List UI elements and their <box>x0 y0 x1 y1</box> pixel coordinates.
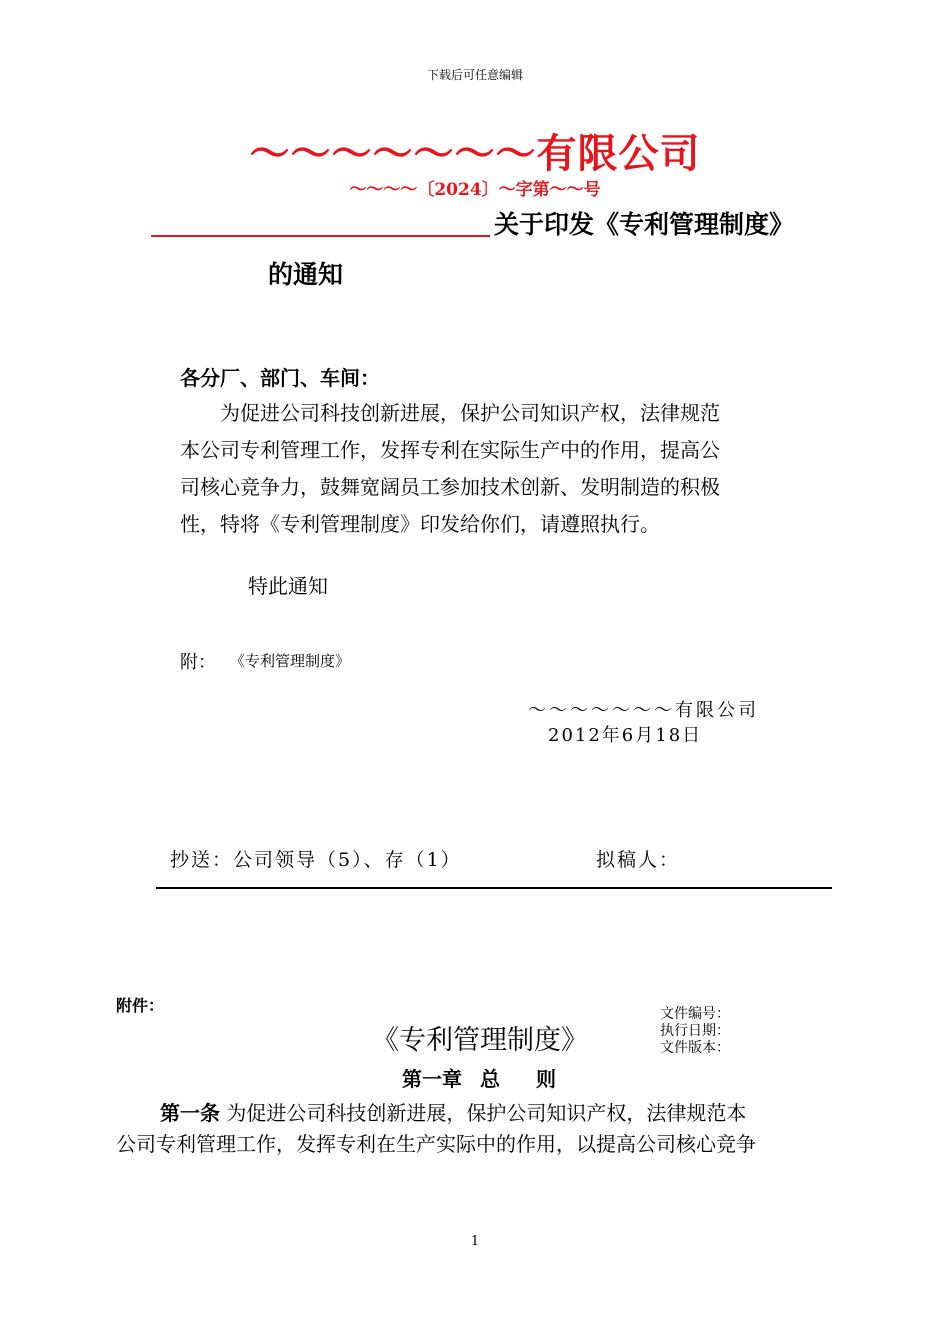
chapter-title <box>402 1063 556 1092</box>
drafter-label: 拟稿人： <box>596 849 681 871</box>
article-label: 第一条 <box>160 1101 220 1125</box>
red-divider-line <box>151 235 490 237</box>
closing-remark: 特此通知 <box>248 574 328 598</box>
body-paragraph-line: 为促进公司科技创新进展，保护公司知识产权，法律规范 <box>180 401 720 425</box>
chapter-word: 则 <box>536 1067 556 1091</box>
attachment-heading: 附件： <box>116 996 165 1015</box>
meta-effective-date: 执行日期： <box>660 1023 730 1039</box>
chapter-word: 总 <box>480 1067 500 1091</box>
article-line <box>160 1097 746 1126</box>
article-text: 为促进公司科技创新进展，保护公司知识产权，法律规范本 <box>226 1101 747 1125</box>
attachment-label: 附： <box>180 652 216 673</box>
signature-company: ～～～～～～～有限公司 <box>528 700 759 721</box>
signature-date: 2012年6月18日 <box>548 725 703 746</box>
notice-title-line2: 的通知 <box>268 260 344 289</box>
chapter-label: 第一章 <box>402 1067 462 1091</box>
attachment-value: 《专利管理制度》 <box>230 652 351 670</box>
meta-doc-version: 文件版本： <box>660 1040 730 1056</box>
company-header: ～～～～～～～有限公司 <box>249 131 701 177</box>
policy-title: 《专利管理制度》 <box>372 1025 588 1056</box>
notice-title-line1: 关于印发《专利管理制度》 <box>494 210 795 239</box>
salutation: 各分厂、部门、车间： <box>180 366 380 390</box>
body-paragraph-line: 本公司专利管理工作，发挥专利在实际生产中的作用，提高公 <box>180 438 720 462</box>
meta-doc-number: 文件编号： <box>660 1006 730 1022</box>
body-paragraph-line: 司核心竞争力，鼓舞宽阔员工参加技术创新、发明制造的积极 <box>180 475 720 499</box>
watermark-text: 下载后可任意编辑 <box>426 68 523 82</box>
article-line: 公司专利管理工作，发挥专利在生产实际中的作用，以提高公司核心竞争 <box>116 1132 756 1156</box>
document-number: ～～～～〔2024〕～字第～～号 <box>349 180 601 200</box>
cc-recipients: 抄送：公司领导（5）、存（1） <box>170 849 462 871</box>
black-divider-line <box>156 887 832 889</box>
page-number: 1 <box>470 1234 480 1249</box>
body-paragraph-line: 性，特将《专利管理制度》印发给你们，请遵照执行。 <box>180 512 660 536</box>
